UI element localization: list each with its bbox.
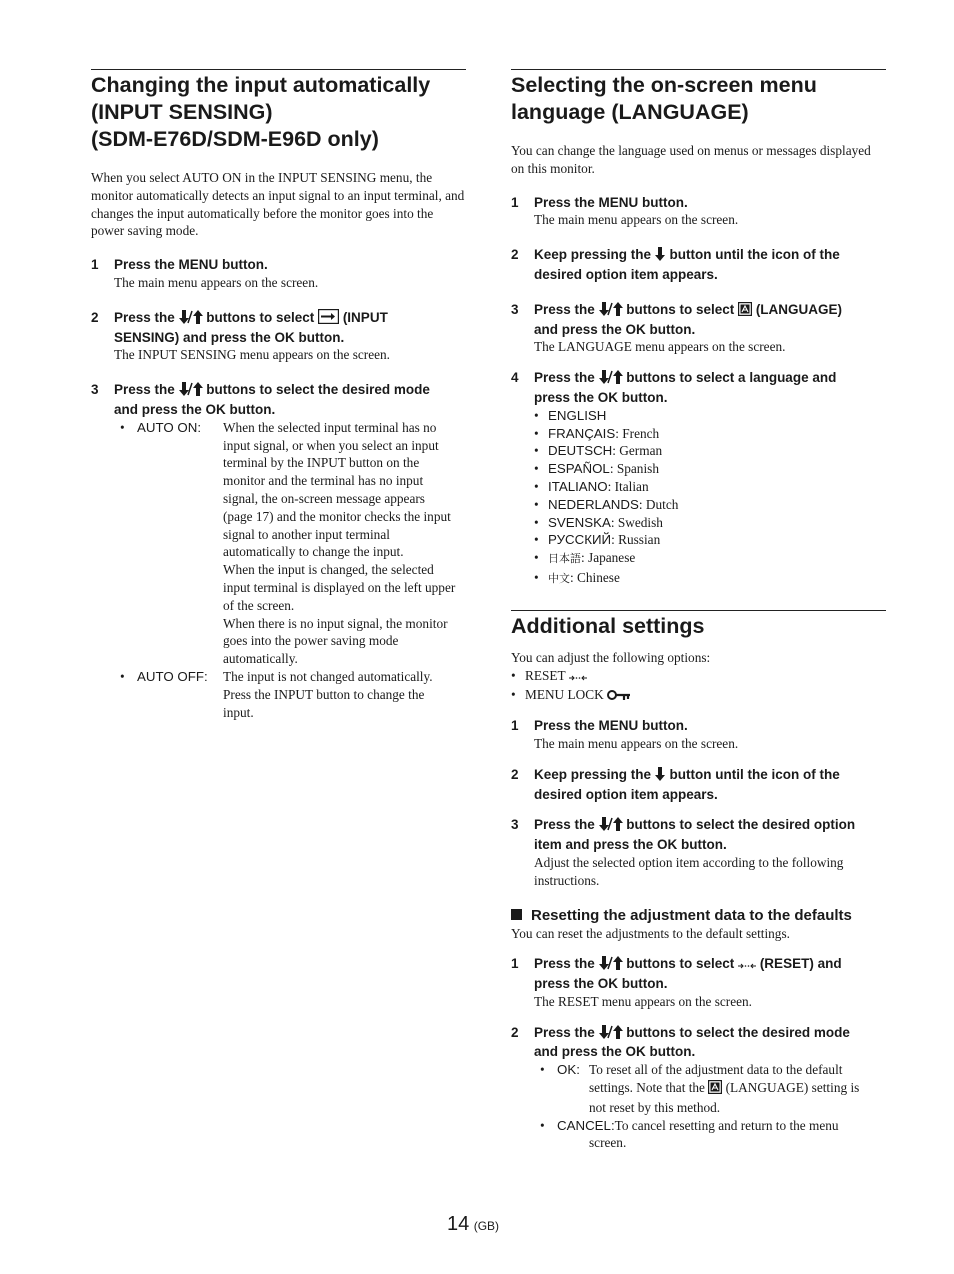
down-up-arrow-icon bbox=[599, 370, 623, 389]
reset-step-2: 2 Press the buttons to select the desired mode and press the OK button. • OK: To reset all of the adjustment data to the default settings. Note that the (LANGUAGE) setting is not reset by this method. • CANCEL:To cancel resetting and return to the menu screen. bbox=[511, 1024, 886, 1153]
menu-lock-option: • MENU LOCK bbox=[511, 686, 886, 706]
lang-step-4: 4 Press the buttons to select a language and press the OK button. • ENGLISH • FRANÇAIS: French • DEUTSCH: German • ESPAÑOL: Spanish • ITALIANO: Italian • NEDERLANDS: Dutch • SVENSKA: Swedish • РУССКИЙ: Russian • 日本語: Japanese • 中文: Chinese bbox=[511, 369, 886, 589]
language-list bbox=[534, 407, 886, 589]
language-icon bbox=[708, 1080, 722, 1099]
language-item: • SVENSKA: Swedish bbox=[534, 514, 663, 530]
reset-intro: You can reset the adjustments to the default settings. bbox=[511, 925, 790, 941]
down-up-arrow-icon bbox=[179, 382, 203, 401]
language-item: • 中文: Chinese bbox=[534, 569, 620, 585]
language-intro: You can change the language used on menus or messages displayed on this monitor. bbox=[511, 143, 871, 176]
language-item: • FRANÇAIS: French bbox=[534, 425, 660, 441]
down-up-arrow-icon bbox=[179, 310, 203, 329]
additional-settings-title: Additional settings bbox=[511, 613, 705, 638]
language-icon bbox=[738, 302, 752, 321]
input-sensing-icon bbox=[318, 309, 339, 329]
square-bullet-icon bbox=[511, 909, 522, 920]
reset-ok-option: • OK: To reset all of the adjustment data to the default settings. Note that the (LANGUAGE) setting is not reset by this method. bbox=[540, 1062, 860, 1115]
add-step-3: 3 Press the buttons to select the desired option item and press the OK button. Adjust the selected option item according to the following instructions. bbox=[511, 817, 856, 888]
reset-icon bbox=[569, 669, 587, 687]
right-column bbox=[511, 69, 886, 1152]
step-3: 3 Press the buttons to select the desired mode and press the OK button. • AUTO ON: When the selected input terminal has no input signal, or when you select an input terminal by the INPUT button on the monitor and the terminal has no input signal, the on-screen message appears (page 17) and the monitor checks the input signal to another input terminal automatically to change the input. When the input is changed, the selected input terminal is displayed on the left upper of the screen. When there is no input signal, the monitor goes into the power saving mode automatically. • AUTO OFF: The input is not changed automatically. Press the INPUT button to change the input. bbox=[91, 381, 466, 721]
page-number: 14 (GB) bbox=[447, 1213, 500, 1235]
input-sensing-title: Changing the input automatically (INPUT SENSING) (SDM-E76D/SDM-E96D only) bbox=[91, 73, 431, 151]
reset-icon bbox=[738, 957, 756, 975]
down-arrow-icon bbox=[655, 247, 666, 266]
down-up-arrow-icon bbox=[599, 817, 623, 836]
reset-step-1: 1 Press the buttons to select (RESET) and press the OK button. The RESET menu appears on the screen. bbox=[511, 956, 842, 1009]
step-2: 2 Press the buttons to select (INPUT SENSING) and press the OK button. The INPUT SENSING menu appears on the screen. bbox=[91, 309, 390, 363]
down-up-arrow-icon bbox=[599, 956, 623, 975]
language-item: • ENGLISH bbox=[534, 407, 607, 423]
language-item: • ITALIANO: Italian bbox=[534, 478, 649, 494]
down-up-arrow-icon bbox=[599, 302, 623, 321]
add-step-1: 1 Press the MENU button. The main menu appears on the screen. bbox=[511, 718, 739, 751]
lang-step-3: 3 Press the buttons to select (LANGUAGE) and press the OK button. The LANGUAGE menu appears on the screen. bbox=[511, 301, 843, 355]
lang-step-1: 1 Press the MENU button. The main menu appears on the screen. bbox=[511, 194, 739, 228]
input-sensing-intro: When you select AUTO ON in the INPUT SENSING menu, the monitor automatically detects an input signal to an input terminal, and changes the input automatically before the monitor goes into the power saving mode. bbox=[91, 170, 465, 239]
add-step-2: 2 Keep pressing the button until the icon of the desired option item appears. bbox=[511, 766, 840, 802]
language-item: • DEUTSCH: German bbox=[534, 443, 663, 459]
left-column bbox=[91, 69, 466, 721]
language-item: • NEDERLANDS: Dutch bbox=[534, 496, 679, 512]
language-title: Selecting the on-screen menu language (LANGUAGE) bbox=[511, 73, 817, 124]
auto-off-option: • AUTO OFF: The input is not changed automatically. Press the INPUT button to change the input. bbox=[120, 668, 433, 720]
step-1: 1 Press the MENU button. The main menu appears on the screen. bbox=[91, 257, 319, 290]
key-lock-icon bbox=[607, 688, 631, 706]
lang-step-2: 2 Keep pressing the button until the icon of the desired option item appears. bbox=[511, 247, 840, 282]
reset-cancel-option: • CANCEL:To cancel resetting and return to the menu screen. bbox=[540, 1117, 839, 1151]
down-up-arrow-icon bbox=[599, 1025, 623, 1044]
auto-on-option: • AUTO ON: When the selected input terminal has no input signal, or when you select an input terminal by the INPUT button on the monitor and the terminal has no input signal, the on-screen message appears (page 17) and the monitor checks the input signal to another input terminal automatically to change the input. When the input is changed, the selected input terminal is displayed on the left upper of the screen. When there is no input signal, the monitor goes into the power saving mode automatically. bbox=[120, 419, 456, 667]
reset-option: • RESET bbox=[511, 667, 886, 687]
language-item: • РУССКИЙ: Russian bbox=[534, 532, 661, 548]
down-arrow-icon bbox=[655, 767, 666, 786]
language-item: • ESPAÑOL: Spanish bbox=[534, 461, 659, 477]
additional-intro: You can adjust the following options: bbox=[511, 649, 711, 665]
language-item: • 日本語: Japanese bbox=[534, 550, 636, 566]
reset-subheading: Resetting the adjustment data to the defaults bbox=[511, 906, 886, 925]
